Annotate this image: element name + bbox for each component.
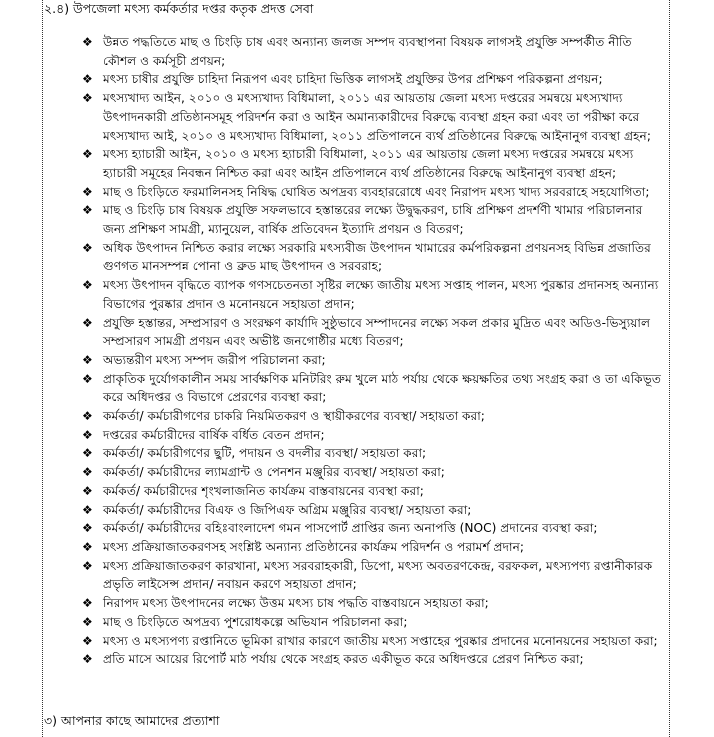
diamond-bullet-icon: ❖ [82,539,93,554]
service-list-item [82,70,662,89]
diamond-bullet-icon: ❖ [82,596,93,611]
service-list-item [82,426,662,445]
diamond-bullet-icon: ❖ [82,652,93,667]
service-text: কর্মকর্তা/ কর্মচারীগণের চাকরি নিয়মিতকরণ ও স্থায়ীকরণের ব্যবস্থা/ সহায়তা করা; [103,409,485,424]
service-list-item [82,557,662,594]
service-text: কর্মকর্তা/ কর্মচারীদের ল্যামগ্রান্ট ও পেনশন মঞ্জুরির ব্যবস্থা/ সহায়তা করা; [103,465,445,480]
service-text: মৎস্য প্রক্রিয়াজাতকরণ কারখানা, মৎস্য সরবরাহকারী, ডিপো, মৎস্য অবতরণকেন্দ্র, বরফকল, মৎস্যপণ্য রপ্তানীকারক প্রভৃতি লাইসেন্স প্রদান/ নবায়ন করণে সহায়তা প্রদান; [103,558,653,592]
section-heading: ২.৪) উপজেলা মৎস্য কর্মকর্তার দপ্তর কতৃক প্রদত্ত সেবা [44,1,314,16]
diamond-bullet-icon: ❖ [82,72,93,87]
service-text: মাছ ও চিংড়িতে ফরমালিনসহ নিষিদ্ধ ঘোষিত অপদ্রব্য ব্যবহাররোধে এবং নিরাপদ মৎস্য খাদ্য সরবরাহে সহযোগিতা; [103,184,650,199]
diamond-bullet-icon: ❖ [82,502,93,517]
service-list-item [82,183,662,202]
diamond-bullet-icon: ❖ [82,446,93,461]
service-list-item [82,33,662,70]
diamond-bullet-icon: ❖ [82,184,93,199]
diamond-bullet-icon: ❖ [82,278,93,293]
service-text: অভ্যন্তরীণ মৎস্য সম্পদ জরীপ পরিচালনা করা; [103,352,326,367]
diamond-bullet-icon: ❖ [82,558,93,573]
diamond-bullet-icon: ❖ [82,614,93,629]
services-list [82,33,662,669]
diamond-bullet-icon: ❖ [82,315,93,330]
service-list-item [82,501,662,520]
diamond-bullet-icon: ❖ [82,427,93,442]
diamond-bullet-icon: ❖ [82,483,93,498]
service-list-item [82,276,662,313]
service-list-item [82,632,662,651]
service-list-item [82,463,662,482]
diamond-bullet-icon: ❖ [82,352,93,367]
service-list-item [82,538,662,557]
service-text: কর্মকর্তা/ কর্মচারীদের বহিঃবাংলাদেশ গমন পাসপোর্ট প্রাপ্তির জন্য অনাপত্তি (NOC) প্রদানের ব্যবস্থা করা; [103,521,598,536]
service-text: নিরাপদ মৎস্য উৎপাদনের লক্ষ্যে উত্তম মৎস্য চাষ পদ্ধতি বাস্তবায়নে সহায়তা করা; [103,596,489,611]
service-list-item [82,239,662,276]
service-text: কর্মকর্তা/ কর্মচারীদের বিএফ ও জিপিএফ অগ্রিম মঞ্জুরির ব্যবস্থা/ সহায়তা করা; [103,502,472,517]
service-text: মাছ ও চিংড়িতে অপদ্রব্য পুশরোধকল্পে অভিযান পরিচালনা করা; [103,614,408,629]
service-text: মৎস্য চাষীর প্রযুক্তি চাহিদা নিরূপণ এবং চাহিদা ভিত্তিক লাগসই প্রযুক্তির উপর প্রশিক্ষণ পরিকল্পনা প্রণয়ন; [103,72,603,87]
service-text: উন্নত পদ্ধতিতে মাছ ও চিংড়ি চাষ এবং অন্যান্য জলজ সম্পদ ব্যবস্থাপনা বিষয়ক লাগসই প্রযুক্তি সম্পর্কীত নীতি কৌশল ও কর্মসূচী প্রণয়ন; [103,35,632,68]
diamond-bullet-icon: ❖ [82,240,93,255]
service-list-item [82,613,662,632]
service-text: দপ্তরের কর্মচারীদের বার্ষিক বর্ধিত বেতন প্রদান; [103,427,325,442]
diamond-bullet-icon: ❖ [82,633,93,648]
service-list-item [82,482,662,501]
service-text: মৎস্য প্রক্রিয়াজাতকরণসহ সংশ্লিষ্ট অন্যান্য প্রতিষ্ঠানের কার্যক্রম পরিদর্শন ও পরামর্শ প্রদান; [103,539,524,554]
diamond-bullet-icon: ❖ [82,371,93,386]
next-section-heading: ৩) আপনার কাছে আমাদের প্রত্যাশা [44,713,220,728]
service-text: প্রতি মাসে আয়ের রিপোর্ট মাঠ পর্যায় থেকে সংগ্রহ করত একীভূত করে অধিদপ্তরে প্রেরণ নিশ্চিত করা; [103,652,584,667]
service-text: মাছ ও চিংড়ি চাষ বিষয়ক প্রযুক্তি সফলভাবে হস্তান্তরের লক্ষ্যে উদ্বুদ্ধকরণ, চাষি প্রশিক্ষণ প্রদর্শণী খামার পরিচালনার জন্য প্রশিক্ষণ সামগ্রী, ম্যানুয়েল, বার্ষিক প্রতিবেদন ইত্যাদি প্রণয়ন ও বিতরণ; [103,203,643,237]
service-text: মৎস্য ও মৎস্যপণ্য রপ্তানিতে ভূমিকা রাখার কারণে জাতীয় মৎস্য সপ্তাহের পুরষ্কার প্রদানের মনোনয়নের সহায়তা করা; [103,633,658,648]
service-list-item [82,650,662,669]
service-list-item [82,444,662,463]
service-list-item [82,370,662,407]
service-list-item [82,351,662,370]
service-text: অধিক উৎপাদন নিশ্চিত করার লক্ষ্যে সরকারি মৎস্যবীজ উৎপাদন খামারের কর্মপরিকল্পনা প্রণয়নসহ বিভিন্ন প্রজাতির গুণগত মানসম্পন্ন পোনা ও ব্রুড মাছ উৎপাদন ও সরবরাহ; [103,240,651,274]
diamond-bullet-icon: ❖ [82,409,93,424]
diamond-bullet-icon: ❖ [82,465,93,480]
diamond-bullet-icon: ❖ [82,203,93,218]
service-text: কর্মকর্ত/ কর্মচারীদের শৃংখলাজনিত কার্যক্রম বাস্তবায়নের ব্যবস্থা করা; [103,483,424,498]
service-list-item [82,145,662,182]
service-text: কর্মকর্তা/ কর্মচারীগণের ছুটি, পদায়ন ও বদলীর ব্যবস্থা/ সহায়তা করা; [103,446,427,461]
service-list-item [82,201,662,238]
service-text: মৎস্য উৎপাদন বৃদ্ধিতে ব্যাপক গণসচেতনতা সৃষ্টির লক্ষ্যে জাতীয় মৎস্য সপ্তাহ পালন, মৎস্য পুরষ্কার প্রদানসহ অন্যান্য বিভাগের পুরষ্কার প্রদান ও মনোনয়নে সহায়তা প্রদান; [103,278,659,311]
service-list-item [82,314,662,351]
service-list-item [82,594,662,613]
diamond-bullet-icon: ❖ [82,91,93,106]
service-text: মৎস্য হ্যাচারী আইন, ২০১০ ও মৎস্য হ্যাচারী বিধিমালা, ২০১১ এর আয়তায় জেলা মৎস্য দপ্তরের সমন্বয়ে মৎস্য হ্যাচারী সমূহের নিবন্ধন নিশ্চিত করা এবং আইন প্রতিপালনে ব্যর্থ প্রতিষ্ঠানের বিরুদ্ধে আইনানুগ ব্যবস্থা গ্রহন; [103,147,634,180]
service-list-item [82,519,662,538]
service-list-item [82,407,662,426]
service-text: প্রযুক্তি হস্তান্তর, সম্প্রসারণ ও সংরক্ষণ কার্যাদি সুষ্ঠুভাবে সম্পাদনের লক্ষ্যে সকল প্রকার মুদ্রিত এবং অডিও-ভিস্যুয়াল সম্প্রসারণ সামগ্রী প্রণয়ন এবং অভীষ্ট জনগোষ্ঠীর মধ্যে বিতরণ; [103,315,651,349]
service-text: প্রাকৃতিক দুর্যোগকালীন সময় সার্বক্ষণিক মনিটরিং রুম খুলে মাঠ পর্যায় থেকে ক্ষয়ক্ষতির তথ্য সংগ্রহ করা ও তা একিভূত করে অধিদপ্তর ও বিভাগে প্রেরণের ব্যবস্থা করা; [103,371,662,405]
diamond-bullet-icon: ❖ [82,147,93,162]
service-text: মৎস্যখাদ্য আইন, ২০১০ ও মৎস্যখাদ্য বিধিমালা, ২০১১ এর আয়তায় জেলা মৎস্য দপ্তরের সমন্বয়ে মৎস্যখাদ্য উৎপাদনকারী প্রতিষ্ঠানসমূহ পরিদর্শন করা ও আইন অমান্যকারীদের বিরুদ্ধে ব্যবস্থা গ্রহন করা এবং তা পরীক্ষা করে মৎস্যখাদ্য আই, ২০১০ ও মৎস্যখাদ্য বিধিমালা, ২০১১ প্রতিপালনে ব্যর্থ প্রতিষ্ঠানের বিরুদ্ধে আইনানুগ ব্যবস্থা গ্রহন; [103,91,651,143]
service-list-item [82,89,662,145]
diamond-bullet-icon: ❖ [82,521,93,536]
diamond-bullet-icon: ❖ [82,35,93,49]
